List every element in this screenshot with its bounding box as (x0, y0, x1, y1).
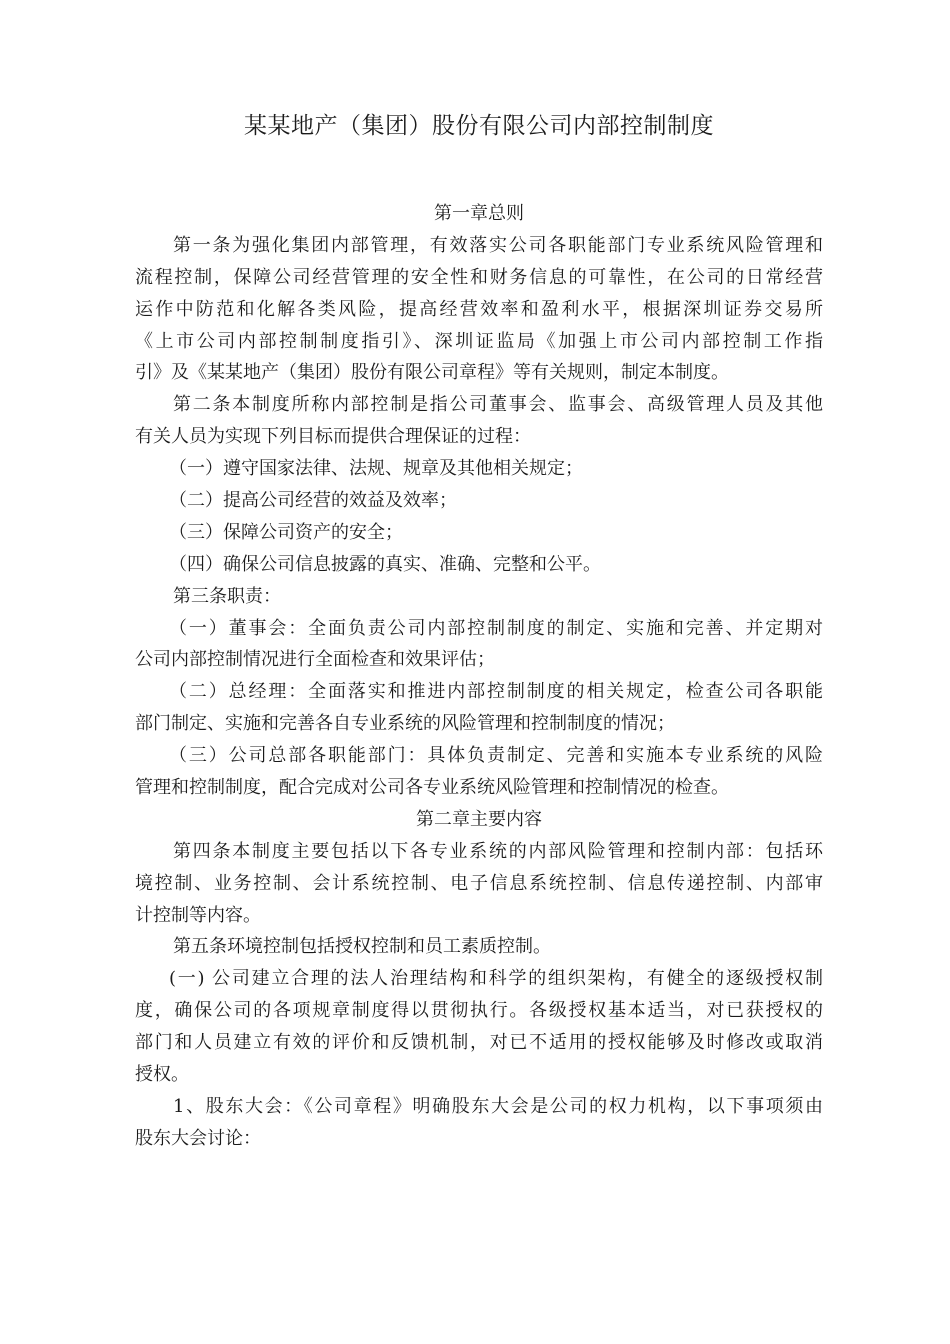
paragraph-line: 境控制、业务控制、会计系统控制、电子信息系统控制、信息传递控制、内部审 (135, 872, 823, 894)
chapter-2-heading: 第二章主要内容 (416, 808, 542, 830)
paragraph-line: 管理和控制制度，配合完成对公司各专业系统风险管理和控制情况的检查。 (135, 777, 729, 799)
paragraph-line: 第二条本制度所称内部控制是指公司董事会、监事会、高级管理人员及其他 (173, 394, 823, 416)
chapter-1-heading: 第一章总则 (434, 203, 524, 224)
paragraph-line: 运作中防范和化解各类风险，提高经营效率和盈利水平，根据深圳证券交易所 (135, 298, 823, 320)
list-item: （一）遵守国家法律、法规、规章及其他相关规定； (169, 458, 583, 480)
paragraph-line: 度，确保公司的各项规章制度得以贯彻执行。各级授权基本适当，对已获授权的 (135, 1000, 823, 1022)
list-item: （三）公司总部各职能部门：具体负责制定、完善和实施本专业系统的风险 (169, 745, 823, 767)
paragraph-line: 部门和人员建立有效的评价和反馈机制，对已不适用的授权能够及时修改或取消 (135, 1032, 823, 1054)
document-title: 某某地产（集团）股份有限公司内部控制制度 (244, 113, 714, 139)
paragraph-line: 第三条职责： (173, 585, 281, 607)
paragraph-line: 第四条本制度主要包括以下各专业系统的内部风险管理和控制内部：包括环 (173, 840, 823, 862)
paragraph-line: 有关人员为实现下列目标而提供合理保证的过程： (135, 426, 531, 448)
paragraph-line: 股东大会讨论： (135, 1127, 261, 1149)
list-item: （三）保障公司资产的安全； (169, 521, 403, 543)
paragraph-line: 《上市公司内部控制制度指引》、深圳证监局《加强上市公司内部控制工作指 (135, 330, 823, 352)
paragraph-line: 流程控制，保障公司经营管理的安全性和财务信息的可靠性，在公司的日常经营 (135, 266, 823, 288)
paragraph-line: 1、股东大会：《公司章程》明确股东大会是公司的权力机构，以下事项须由 (173, 1095, 823, 1117)
list-item: （一）董事会：全面负责公司内部控制制度的制定、实施和完善、并定期对 (169, 617, 823, 639)
paragraph-line: 授权。 (135, 1064, 189, 1086)
paragraph-line: 引》及《某某地产（集团）股份有限公司章程》等有关规则，制定本制度。 (135, 362, 729, 384)
paragraph-line: 计控制等内容。 (135, 904, 261, 926)
list-item: （二）总经理：全面落实和推进内部控制制度的相关规定，检查公司各职能 (169, 681, 823, 703)
paragraph-line: 公司内部控制情况进行全面检查和效果评估； (135, 649, 495, 671)
list-item: （四）确保公司信息披露的真实、准确、完整和公平。 (169, 553, 601, 575)
paragraph-line: 部门制定、实施和完善各自专业系统的风险管理和控制制度的情况； (135, 713, 675, 735)
paragraph-line: (一) 公司建立合理的法人治理结构和科学的组织架构，有健全的逐级授权制 (169, 968, 823, 990)
list-item: （二）提高公司经营的效益及效率； (169, 490, 457, 512)
paragraph-line: 第一条为强化集团内部管理，有效落实公司各职能部门专业系统风险管理和 (173, 234, 823, 256)
document-body (135, 198, 823, 1155)
paragraph-line: 第五条环境控制包括授权控制和员工素质控制。 (173, 936, 551, 958)
